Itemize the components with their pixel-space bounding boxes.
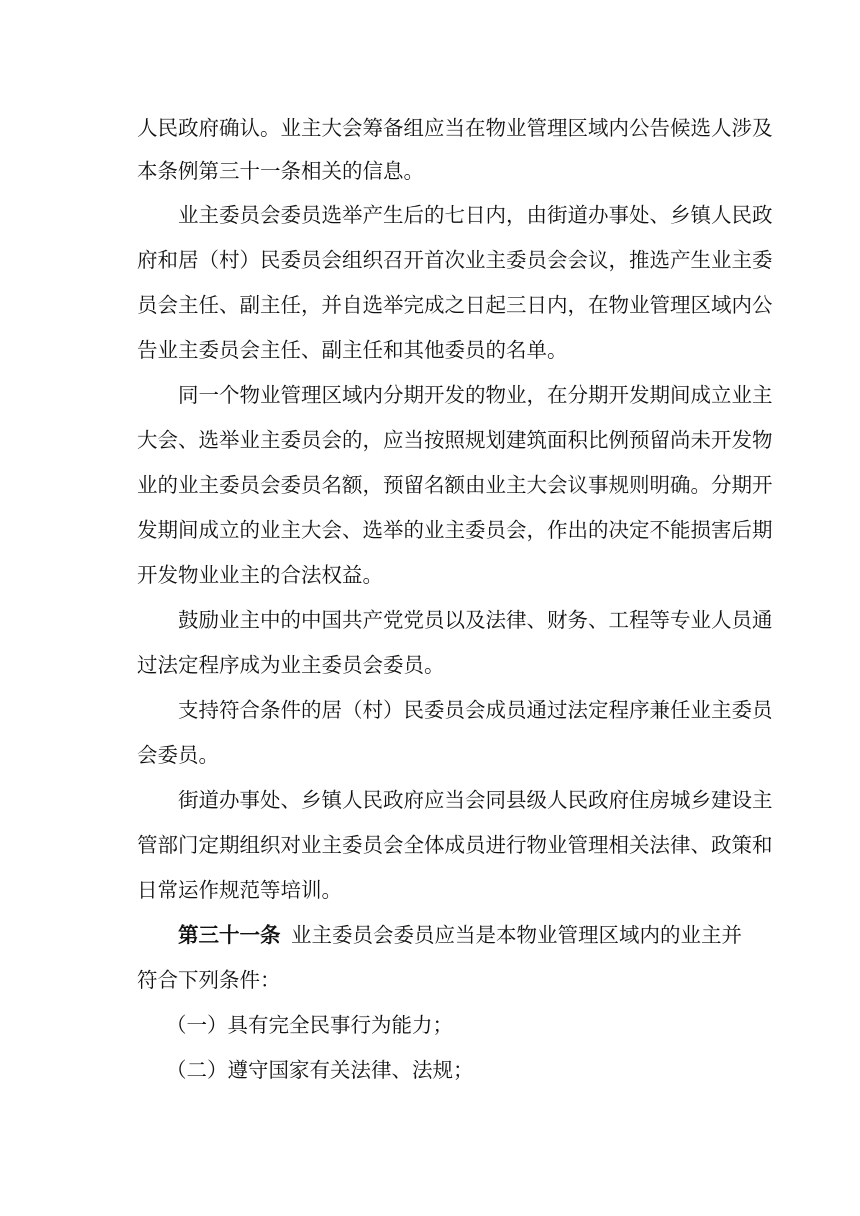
text-line bbox=[0, 600, 860, 640]
text-line bbox=[0, 645, 860, 685]
line-text: 本条例第三十一条相关的信息。 bbox=[137, 159, 424, 183]
text-line bbox=[0, 375, 860, 415]
article-text: 业主委员会委员应当是本物业管理区域内的业主并 bbox=[291, 923, 742, 947]
article-heading: 第三十一条 bbox=[178, 923, 281, 947]
line-text: 府和居（村）民委员会组织召开首次业主委员会会议，推选产生业主委 bbox=[137, 248, 773, 272]
text-line bbox=[0, 735, 860, 775]
line-text: 管部门定期组织对业主委员会全体成员进行物业管理相关法律、政策和 bbox=[137, 833, 773, 857]
text-line bbox=[0, 240, 860, 280]
line-text: 员会主任、副主任，并自选举完成之日起三日内，在物业管理区域内公 bbox=[137, 293, 773, 317]
text-line bbox=[0, 555, 860, 595]
text-line bbox=[0, 465, 860, 505]
line-text: 告业主委员会主任、副主任和其他委员的名单。 bbox=[137, 338, 568, 362]
line-text: 业的业主委员会委员名额，预留名额由业主大会议事规则明确。分期开 bbox=[137, 473, 773, 497]
text-line bbox=[0, 108, 860, 148]
text-line bbox=[0, 151, 860, 191]
line-text: 街道办事处、乡镇人民政府应当会同县级人民政府住房城乡建设主 bbox=[178, 788, 773, 812]
text-line bbox=[0, 780, 860, 820]
article-line bbox=[0, 915, 860, 955]
line-text: 过法定程序成为业主委员会委员。 bbox=[137, 653, 445, 677]
line-text: 发期间成立的业主大会、选举的业主委员会，作出的决定不能损害后期 bbox=[137, 518, 773, 542]
text-line bbox=[0, 285, 860, 325]
line-text: 同一个物业管理区域内分期开发的物业，在分期开发期间成立业主 bbox=[178, 383, 773, 407]
text-line bbox=[0, 510, 860, 550]
list-item-text: （二）遵守国家有关法律、法规； bbox=[166, 1058, 474, 1082]
line-text: 人民政府确认。业主大会筹备组应当在物业管理区域内公告候选人涉及 bbox=[137, 116, 773, 140]
line-text: 日常运作规范等培训。 bbox=[137, 878, 342, 902]
text-line bbox=[0, 960, 860, 1000]
text-line bbox=[0, 825, 860, 865]
line-text: 会委员。 bbox=[137, 743, 219, 767]
line-text: 支持符合条件的居（村）民委员会成员通过法定程序兼任业主委员 bbox=[178, 698, 773, 722]
list-item bbox=[0, 1050, 860, 1090]
list-item bbox=[0, 1005, 860, 1045]
line-text: 开发物业业主的合法权益。 bbox=[137, 563, 383, 587]
list-item-text: （一）具有完全民事行为能力； bbox=[166, 1013, 453, 1037]
line-text: 鼓励业主中的中国共产党党员以及法律、财务、工程等专业人员通 bbox=[178, 608, 773, 632]
text-line bbox=[0, 330, 860, 370]
line-text: 大会、选举业主委员会的，应当按照规划建筑面积比例预留尚未开发物 bbox=[137, 428, 773, 452]
text-line bbox=[0, 195, 860, 235]
text-line bbox=[0, 420, 860, 460]
line-text: 业主委员会委员选举产生后的七日内，由街道办事处、乡镇人民政 bbox=[178, 203, 773, 227]
text-line bbox=[0, 870, 860, 910]
text-line bbox=[0, 690, 860, 730]
article-continuation: 符合下列条件： bbox=[137, 968, 281, 992]
